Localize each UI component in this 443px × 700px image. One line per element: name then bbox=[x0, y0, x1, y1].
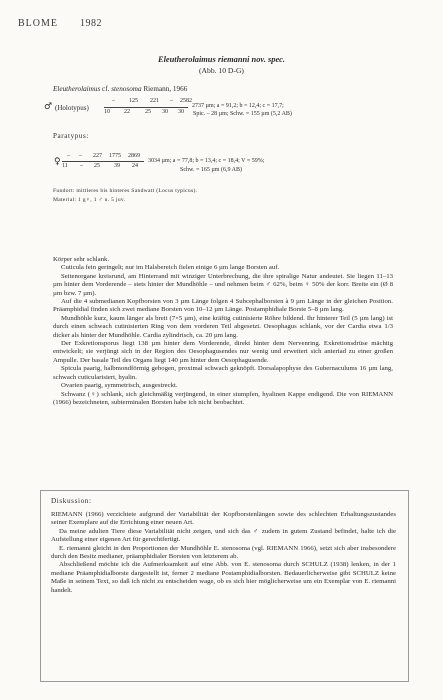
paratype-measurements: 3034 µm; a = 77,8; b = 13,4; c = 18,4; V = 59%; bbox=[148, 158, 265, 164]
paragraph: RIEMANN (1966) verzichtete aufgrund der Variabilität der Kopfborstenlängen sowie des schlechten Erhaltungszustandes seiner Exemplare auf die Errichtung einer neuen Art. bbox=[51, 511, 396, 527]
synonym-cf: cf. bbox=[102, 85, 110, 93]
holotype-fraction-line bbox=[104, 107, 188, 108]
paragraph: Da meine adulten Tiere diese Variabilität nicht zeigen, und sich das ♂ zudem in gutem Zustand befindet, halte ich die Aufstellung einer eigenen Art für gerechtfertigt. bbox=[51, 527, 396, 544]
paratype-heading: Paratypus: bbox=[53, 132, 89, 140]
synonym-authority: Riemann, 1966 bbox=[143, 85, 188, 93]
paragraph: Abschließend möchte ich die Aufmerksamkeit auf eine Abb. von E. stenosoma durch SCHULZ (1938) lenken, in der 1 mediane Präamphidialborste dargestellt ist, ferner 2 mediane Postamphidialborsten. Bedauerlicherweise gibt SCHULZ keine Maße in seinem Text, so daß ich nicht zu entscheiden wage, ob es sich hier möglicherweise um ein Exemplar von E. riemanni handelt. bbox=[51, 561, 396, 594]
paragraph: Schwanz (♀) schlank, sich gleichmäßig verjüngend, in einer stumpfen, hyalinen Kappe endigend. Die von RIEMANN (1966) bezeichneten, subterminalen Borsten habe ich nicht beobachtet. bbox=[53, 390, 393, 406]
synonym-line bbox=[53, 85, 187, 93]
holotype-spicule: Spic. – 28 µm; Schw. = 155 µm (5,2 AB) bbox=[193, 111, 292, 117]
description-text bbox=[53, 256, 393, 407]
synonym-species: stenosoma bbox=[111, 85, 142, 93]
figure-reference: (Abb. 10 D-G) bbox=[199, 66, 244, 75]
holotype-measurements: 2737 µm; a = 91,2; b = 12,4; c = 17,7; bbox=[192, 103, 284, 109]
paragraph: Mundhöhle kurz, kaum länger als breit (7×5 µm), eine kräftig cutinisierte Röhre bildend. Ihr hinterer Teil (5 µm lang) ist durch einen schwach cutinisierten Ring von dem vorderen Teil abgesetzt. Oesophagus schlank, vor der Cardia etwa 1/3 dicker als hinter der Mundhöhle. Cardia zylindrisch, ca. 20 µm lang. bbox=[53, 314, 393, 339]
discussion-heading: Diskussion: bbox=[51, 497, 92, 505]
paragraph: Der Exkretionsporus liegt 138 µm hinter dem Vorderende, direkt hinter dem Nervenring. Exkretionsdrüse mächtig entwickelt; sie verjüngt sich in der Region des Oesophagusendes nur wenig und erweitert sich anteriad zu einer großen Ampulle. Der basale Teil des Organs liegt 140 µm hinter dem Oesophagusende. bbox=[53, 340, 393, 364]
paratype-fraction-line bbox=[62, 161, 144, 162]
paragraph: E. riemanni gleicht in den Proportionen der Mundhöhle E. stenosoma (vgl. RIEMANN 1966), setzt sich aber insbesondere durch den Besitz medianer, präamphidialer Borsten von letzterem ab. bbox=[51, 544, 396, 561]
document-page: BLOME 1982 Eleutherolaimus riemanni nov. spec. (Abb. 10 D-G) Eleutherolaimus cf. stenosoma Riemann, 1966 ♂ (Holotypus) – 125 221 – 2582 10 22 25 30 30 2737 µm; a = 91,2; b = 12,4; c = 17,7; Spic. – 28 µm; Schw. = 155 µm (5,2 AB) Paratypus: ♀ – – 227 1775 2869 11 – 25 39 24 3034 µm; a = 77,8; b = 13,4; c = 18,4; V = 59%; Schw. = 165 µm (6,9 AB) Fundort: mittleres bis hinteres Sandwatt (Locus typicus). Material: 1 g♀, 1 ♂ u. 5 juv. Körper sehr schlank. Cuticula fein geringelt; nur im Halsbereich fielen einige 6 µm lange Borsten auf. Seitenorgane kreisrund, am Hinterrand mit winziger Unterbrechung, die ihre spiralige Natur andeutet. Sie liegen 11–13 µm hinter dem Vorderende – stets hinter der Mundhöhle – und nehmen beim ♂ 62%, beim ♀ 50% der korr. Breite ein (Ø 8 µm bzw. 7 µm). Auf die 4 submedianen Kopfborsten von 3 µm Länge folgen 4 Subcephalborsten à 9 µm Länge in der gleichen Position. Präamphidial finden sich zwei mediane Borsten von 10–12 µm Länge. Postamphidiale Borste 5–8 µm lang. Mundhöhle kurz, kaum länger als breit (7×5 µm), eine kräftig cutinisierte Röhre bildend. Ihr hinterer Teil (5 µm lang) ist durch einen schwach cutinisierten Ring von dem vorderen Teil abgesetzt. Oesophagus schlank, vor der Cardia etwa 1/3 dicker als hinter der Mundhöhle. Cardia zylindrisch, ca. 20 µm lang. Der Exkretionsporus liegt 138 µm hinter dem Vorderende, direkt hinter dem Nervenring. Exkretionsdrüse mächtig entwickelt; sie verjüngt sich in der Region des Oesophagusendes nur wenig und erweitert sich anteriad zu einer großen Ampulle. Der basale Teil des Organs liegt 140 µm hinter dem Oesophagusende. Spicula paarig, halbmondförmig gebogen, proximal schwach geknöpft. Dorsalapophyse des Gubernaculums 16 µm lang, schwach cuticularisiert, hyalin. Ovarien paarig, symmetrisch, ausgestreckt. Schwanz (♀) schlank, sich gleichmäßig verjüngend, in einer stumpfen, hyalinen Kappe endigend. Die von RIEMANN (1966) bezeichneten, subterminalen Borsten habe ich nicht beobachtet. Diskussion: RIEMANN (1966) verzichtete aufgrund der Variabilität der Kopfborstenlängen sowie des schlechten Erhaltungszustandes seiner Exemplare auf die Errichtung einer neuen Art. Da meine adulten Tiere diese Variabilität nicht zeigen, und sich das ♂ zudem in gutem Zustand befindet, halte ich die Aufstellung einer eigenen Art für gerechtfertigt. E. riemanni gleicht in den Proportionen der Mundhöhle E. stenosoma (vgl. RIEMANN 1966), setzt sich aber insbesondere durch den Besitz medianer, präamphidialer Borsten von letzterem ab. Abschließend möchte ich die Aufmerksamkeit auf eine Abb. von E. stenosoma durch SCHULZ (1938) lenken, in der 1 mediane Präamphidialborste dargestellt ist, ferner 2 mediane Postamphidialborsten. Bedauerlicherweise gibt SCHULZ keine Maße in seinem Text, so daß ich nicht zu entscheiden wage, ob es sich hier möglicherweise um ein Exemplar von E. riemanni handelt. bbox=[0, 0, 443, 700]
species-title: Eleutherolaimus riemanni nov. spec. bbox=[158, 55, 285, 64]
synonym-genus: Eleutherolaimus bbox=[53, 85, 101, 93]
paratype-tail: Schw. = 165 µm (6,9 AB) bbox=[180, 167, 242, 173]
paragraph: Auf die 4 submedianen Kopfborsten von 3 µm Länge folgen 4 Subcephalborsten à 9 µm Länge in der gleichen Position. Präamphidial finden sich zwei mediane Borsten von 10–12 µm Länge. Postamphidiale Borste 5–8 µm lang. bbox=[53, 298, 393, 314]
male-symbol-icon: ♂ bbox=[44, 102, 53, 112]
paragraph: Seitenorgane kreisrund, am Hinterrand mit winziger Unterbrechung, die ihre spiralige Natur andeutet. Sie liegen 11–13 µm hinter dem Vorderende – stets hinter der Mundhöhle – und nehmen beim ♂ 62%, beim ♀ 50% der korr. Breite ein (Ø 8 µm bzw. 7 µm). bbox=[53, 272, 393, 297]
running-head bbox=[18, 18, 102, 29]
year: 1982 bbox=[80, 18, 102, 29]
discussion-text bbox=[51, 511, 396, 595]
material-line: Material: 1 g♀, 1 ♂ u. 5 juv. bbox=[53, 197, 126, 203]
paragraph: Spicula paarig, halbmondförmig gebogen, proximal schwach geknöpft. Dorsalapophyse des Gubernaculums 16 µm lang, schwach cuticularisiert, hyalin. bbox=[53, 365, 393, 381]
holotype-label: (Holotypus) bbox=[55, 104, 89, 112]
author-name: BLOME bbox=[18, 18, 58, 29]
paragraph: Ovarien paarig, symmetrisch, ausgestreckt. bbox=[61, 382, 178, 390]
paragraph: Körper sehr schlank. bbox=[53, 256, 110, 263]
fundort-line: Fundort: mittleres bis hinteres Sandwatt (Locus typicus). bbox=[53, 188, 198, 194]
paragraph: Cuticula fein geringelt; nur im Halsbereich fielen einige 6 µm lange Borsten auf. bbox=[61, 264, 280, 272]
female-symbol-icon: ♀ bbox=[54, 157, 61, 167]
